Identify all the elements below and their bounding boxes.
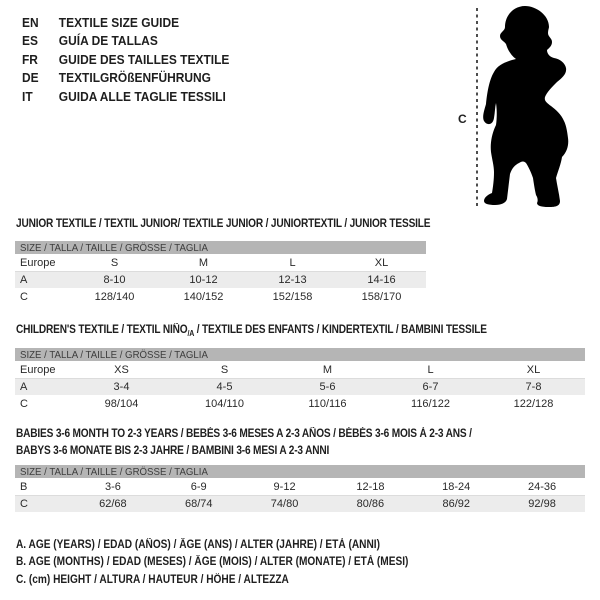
row-label: C — [20, 498, 28, 510]
size-cell: XS — [114, 363, 129, 376]
row-label: A — [20, 381, 28, 393]
baby-silhouette-icon — [483, 6, 568, 207]
size-cell: 152/158 — [272, 290, 313, 303]
babies-size-table — [15, 465, 585, 512]
size-cell: 18-24 — [442, 480, 471, 493]
height-label: C — [458, 112, 467, 126]
legend — [16, 536, 462, 589]
legend-line-b: B. AGE (MONTHS) / EDAD (MESES) / ÂGE (MOIS) / ALTER (MONATE) / ETÀ (MESI) — [16, 556, 409, 569]
language-label: GUIDE DES TAILLES TEXTILE — [58, 51, 230, 67]
language-code: EN — [22, 14, 39, 30]
size-cell: 24-36 — [527, 480, 557, 493]
childrens-title-rest: / TEXTILE DES ENFANTS / KINDERTEXTIL / BAMBINI TESSILE — [194, 324, 487, 336]
size-cell: 10-12 — [189, 274, 218, 286]
table-row-age — [15, 271, 426, 288]
childrens-title-subscript: /A — [187, 328, 195, 338]
language-code: DE — [22, 70, 39, 86]
size-figure-svg — [450, 3, 590, 215]
size-cell: 116/122 — [411, 397, 450, 410]
size-cell: 9-12 — [273, 480, 296, 493]
size-cell: 92/98 — [528, 498, 556, 510]
childrens-section-title — [16, 322, 487, 339]
language-label: GUIDA ALLE TAGLIE TESSILI — [58, 88, 226, 104]
size-cell: 5-6 — [319, 381, 336, 393]
size-cell: 62/68 — [99, 498, 127, 510]
size-cell: 80/86 — [356, 498, 385, 510]
size-cell: 12-13 — [278, 274, 307, 286]
language-item-fr — [22, 50, 229, 69]
size-cell: 140/152 — [183, 290, 224, 303]
row-label: B — [20, 480, 28, 493]
size-figure — [450, 3, 590, 215]
row-label: Europe — [20, 256, 56, 269]
size-cell: S — [220, 363, 229, 376]
junior-section-title: JUNIOR TEXTILE / TEXTIL JUNIOR/ TEXTILE JUNIOR / JUNIORTEXTIL / JUNIOR TESSILE — [16, 218, 431, 230]
size-cell: 158/170 — [361, 290, 402, 303]
size-cell: XL — [374, 256, 389, 269]
row-label: C — [20, 397, 28, 410]
language-code: IT — [22, 88, 33, 104]
babies-section-title — [16, 426, 472, 460]
size-cell: 86/92 — [442, 498, 470, 510]
legend-line-c: C. (cm) HEIGHT / ALTURA / HAUTEUR / HÖHE / ALTEZZA — [16, 573, 289, 586]
table-row-height — [15, 395, 585, 412]
table-row-months — [15, 478, 585, 495]
size-cell: M — [322, 363, 333, 376]
table-row-height — [15, 288, 426, 305]
table-row-europe — [15, 361, 585, 378]
language-label: TEXTILE SIZE GUIDE — [58, 14, 180, 30]
row-label: Europe — [20, 363, 56, 376]
childrens-size-table — [15, 348, 585, 412]
size-header-bar — [15, 241, 426, 254]
size-cell: 6-7 — [422, 381, 439, 393]
table-row-height — [15, 495, 585, 512]
size-header-bar — [15, 465, 585, 478]
language-item-es — [22, 32, 229, 51]
babies-title-line1: BABIES 3-6 MONTH TO 2-3 YEARS / BEBÉS 3-6 MESES A 2-3 AÑOS / BÉBÉS 3-6 MOIS À 2-3 ANS / — [16, 428, 472, 440]
language-code: FR — [22, 51, 38, 67]
size-cell: 6-9 — [190, 480, 207, 493]
legend-line-a: A. AGE (YEARS) / EDAD (AÑOS) / ÂGE (ANS) / ALTER (JAHRE) / ETÀ (ANNI) — [16, 538, 380, 551]
language-item-de — [22, 69, 229, 88]
size-cell: M — [198, 256, 209, 269]
language-item-en — [22, 13, 229, 32]
size-header-label: SIZE / TALLA / TAILLE / GRÖSSE / TAGLIA — [20, 348, 208, 361]
table-row-europe — [15, 254, 426, 271]
size-cell: 3-4 — [113, 381, 130, 393]
size-header-label: SIZE / TALLA / TAILLE / GRÖSSE / TAGLIA — [20, 241, 208, 254]
size-cell: 3-6 — [104, 480, 121, 493]
childrens-title-main: CHILDREN'S TEXTILE / TEXTIL NIÑO — [16, 324, 188, 336]
junior-size-table — [15, 241, 426, 305]
size-cell: 128/140 — [94, 290, 135, 303]
size-header-label: SIZE / TALLA / TAILLE / GRÖSSE / TAGLIA — [20, 465, 208, 478]
language-item-it — [22, 87, 229, 106]
language-label: GUÍA DE TALLAS — [58, 33, 158, 49]
size-cell: 74/80 — [270, 498, 299, 510]
size-cell: S — [110, 256, 119, 269]
language-list — [22, 13, 247, 106]
babies-title-line2: BABYS 3-6 MONATE BIS 2-3 JAHRE / BAMBINI 3-6 MESI A 2-3 ANNI — [16, 445, 330, 457]
size-cell: L — [289, 256, 296, 269]
size-cell: 8-10 — [103, 274, 126, 286]
size-cell: 14-16 — [367, 274, 396, 286]
size-cell: 98/104 — [104, 397, 139, 410]
size-cell: XL — [526, 363, 541, 376]
size-cell: L — [427, 363, 434, 376]
size-cell: 7-8 — [525, 381, 542, 393]
size-cell: 12-18 — [356, 480, 385, 493]
size-header-bar — [15, 348, 585, 361]
size-cell: 68/74 — [184, 498, 213, 510]
size-cell: 4-5 — [216, 381, 233, 393]
size-cell: 122/128 — [513, 397, 554, 410]
row-label: C — [20, 290, 28, 303]
table-row-age — [15, 378, 585, 395]
language-label: TEXTILGRÖßENFÜHRUNG — [58, 70, 211, 86]
size-cell: 110/116 — [308, 397, 347, 410]
size-cell: 104/110 — [205, 397, 244, 410]
row-label: A — [20, 274, 28, 286]
language-code: ES — [22, 33, 38, 49]
